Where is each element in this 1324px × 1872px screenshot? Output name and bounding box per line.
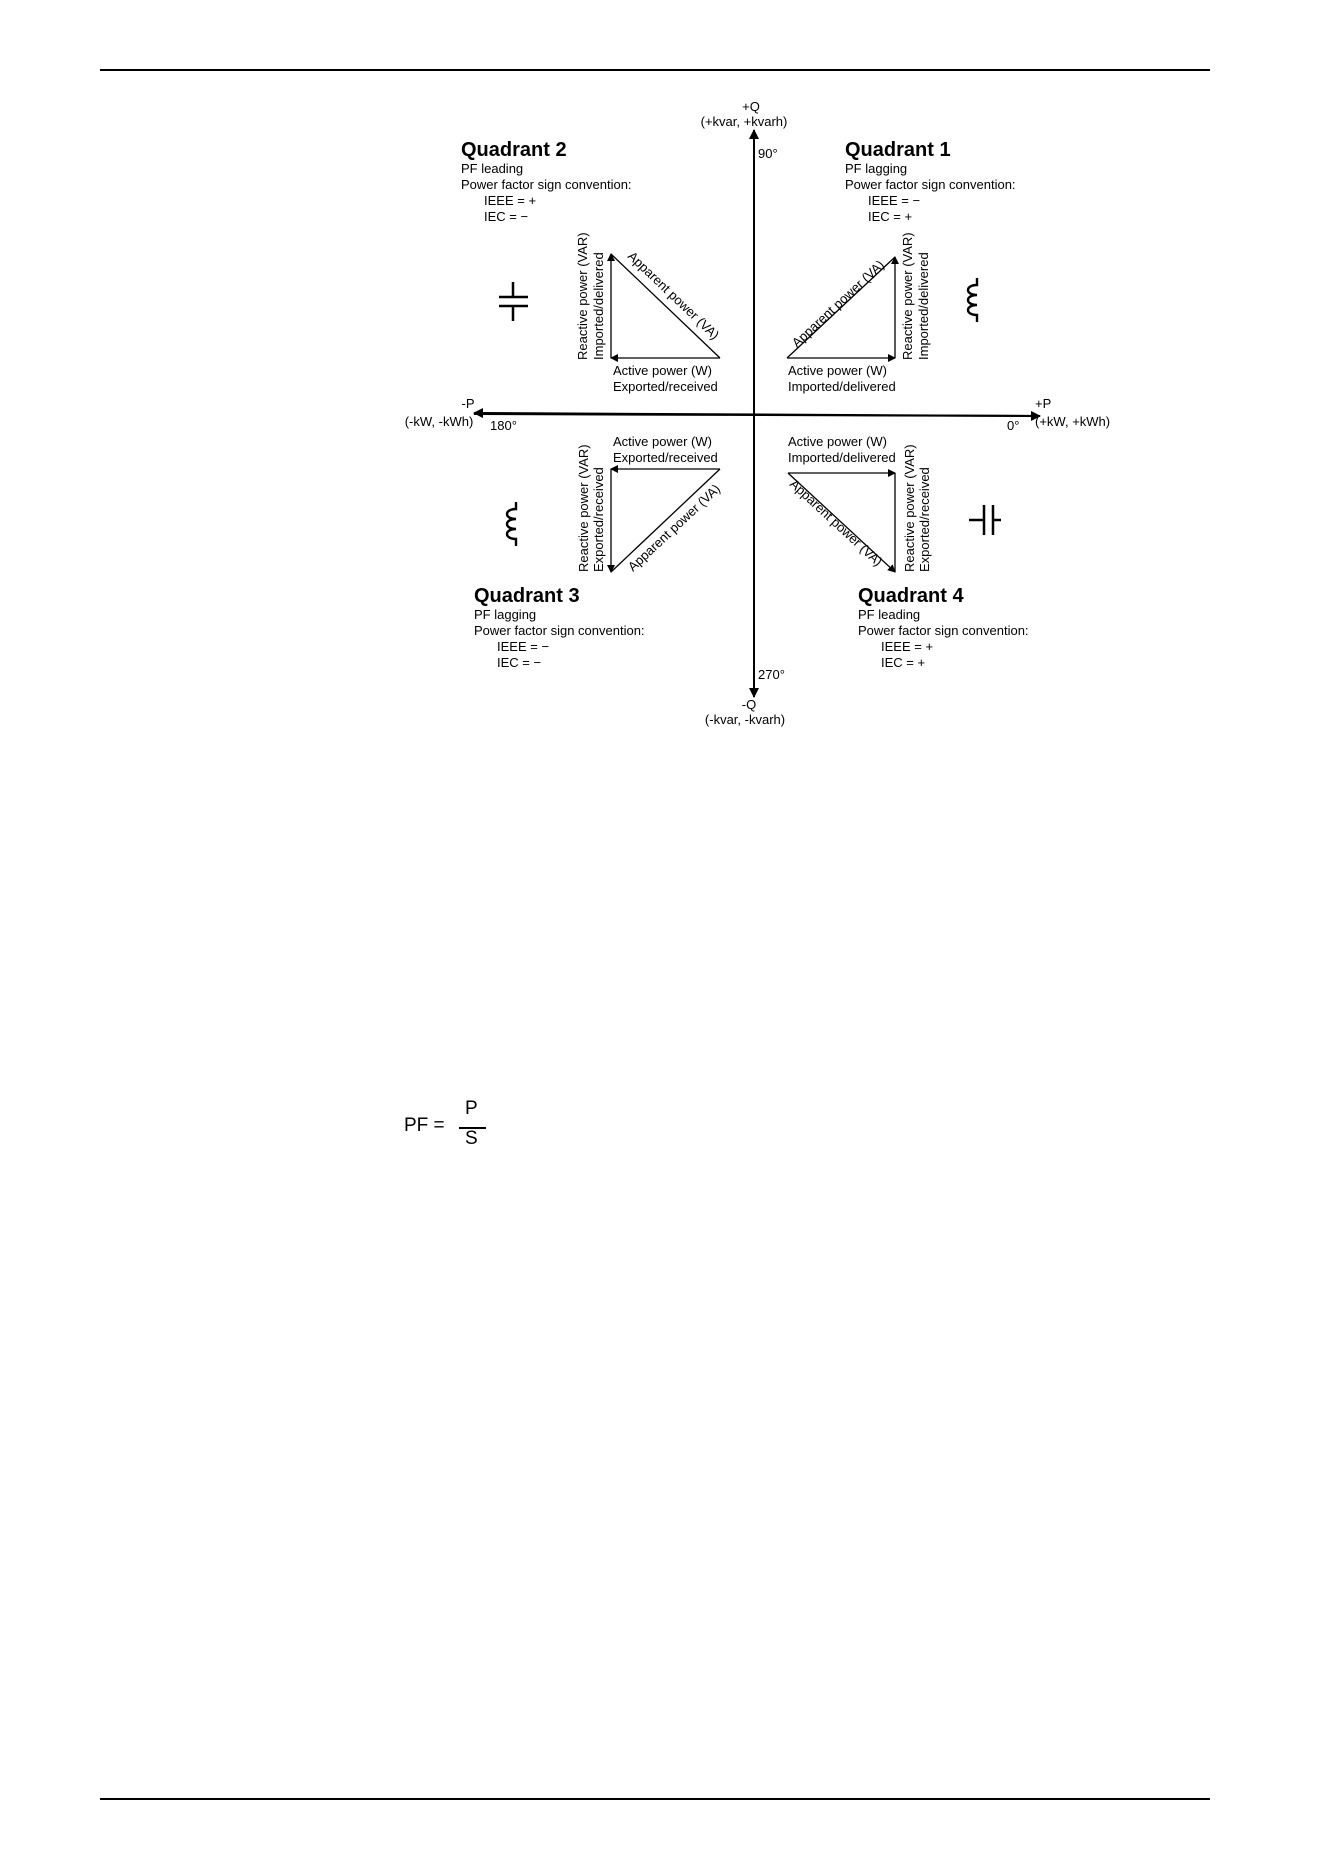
quadrant-4-convention: Power factor sign convention: [858,623,1029,638]
quadrant-1 [787,139,1016,394]
quadrant-2-pf: PF leading [461,161,524,176]
quadrant-4-ieee: IEEE = + [881,639,934,654]
neg-q-sub: (-kvar, -kvarh) [704,712,786,727]
capacitor-icon [499,282,528,321]
quadrant-3 [474,434,723,670]
pos-p-label: +P [1035,396,1052,411]
quadrant-4-reactive-sub: Exported/received [917,467,932,572]
power-factor-formula [404,1098,524,1158]
quadrant-3-apparent-label: Apparent power (VA) [624,481,724,575]
quadrant-3-convention: Power factor sign convention: [474,623,645,638]
neg-p-label: -P [461,396,475,411]
quadrant-1-apparent-label: Apparent power (VA) [788,257,888,351]
axes [474,130,1040,697]
quadrant-2-apparent-label: Apparent power (VA) [624,248,723,343]
quadrant-3-title: Quadrant 3 [474,585,580,607]
quadrant-1-title: Quadrant 1 [845,139,951,161]
capacitor-icon [969,505,1001,535]
quadrant-4-apparent-label: Apparent power (VA) [786,476,886,570]
quadrant-2-ieee: IEEE = + [484,193,537,208]
quadrant-3-pf: PF lagging [474,607,537,622]
quadrant-4-pf: PF leading [858,607,921,622]
quadrant-2 [461,139,722,394]
quadrant-1-reactive-label: Reactive power (VAR) [900,232,915,360]
quadrant-4-reactive-label: Reactive power (VAR) [902,444,917,572]
inductor-icon [968,278,977,322]
quadrant-1-pf: PF lagging [845,161,908,176]
quadrant-4-active-label: Active power (W) [788,434,887,449]
quadrant-2-reactive-label: Reactive power (VAR) [575,232,590,360]
quadrant-3-apparent-line [611,469,720,572]
quadrant-2-active-label: Active power (W) [613,363,712,378]
quadrant-2-apparent-line [611,254,720,358]
quadrant-2-title: Quadrant 2 [461,139,567,161]
quadrant-1-iec: IEC = + [868,209,913,224]
quadrant-4-title: Quadrant 4 [858,585,964,607]
quadrant-3-active-label: Active power (W) [613,434,712,449]
quadrant-2-active-sub: Exported/received [613,379,718,394]
formula-numerator: P [465,1098,478,1119]
neg-q-angle: 270° [758,667,785,682]
quadrant-3-ieee: IEEE = − [497,639,550,654]
quadrant-3-iec: IEC = − [497,655,542,670]
neg-p-angle: 180° [490,418,517,433]
quadrant-3-reactive-sub: Exported/received [591,467,606,572]
formula-denominator: S [465,1128,478,1149]
neg-q-label: -Q [741,697,757,712]
pos-q-angle: 90° [758,146,778,161]
pos-q-label: +Q [742,99,760,114]
quadrant-2-convention: Power factor sign convention: [461,177,632,192]
quadrant-2-reactive-sub: Imported/delivered [591,252,606,360]
quadrant-1-convention: Power factor sign convention: [845,177,1016,192]
inductor-icon [507,502,516,546]
quadrant-3-triangle [611,469,720,572]
quadrant-3-reactive-label: Reactive power (VAR) [576,444,591,572]
formula-lhs: PF = [404,1115,445,1136]
pos-p-sub: (+kW, +kWh) [1035,414,1111,429]
neg-p-sub: (-kW, -kWh) [404,414,474,429]
quadrant-2-iec: IEC = − [484,209,529,224]
pos-p-angle: 0° [1007,418,1020,433]
quadrant-1-active-sub: Imported/delivered [788,379,896,394]
quadrant-4-iec: IEC = + [881,655,926,670]
quadrant-1-ieee: IEEE = − [868,193,921,208]
quadrant-1-reactive-sub: Imported/delivered [916,252,931,360]
quadrant-1-active-label: Active power (W) [788,363,887,378]
quadrant-4-active-sub: Imported/delivered [788,450,896,465]
quadrant-2-triangle [611,254,720,358]
pos-q-sub: (+kvar, +kvarh) [700,114,788,129]
quadrant-4 [787,434,1029,670]
quadrant-3-active-sub: Exported/received [613,450,718,465]
